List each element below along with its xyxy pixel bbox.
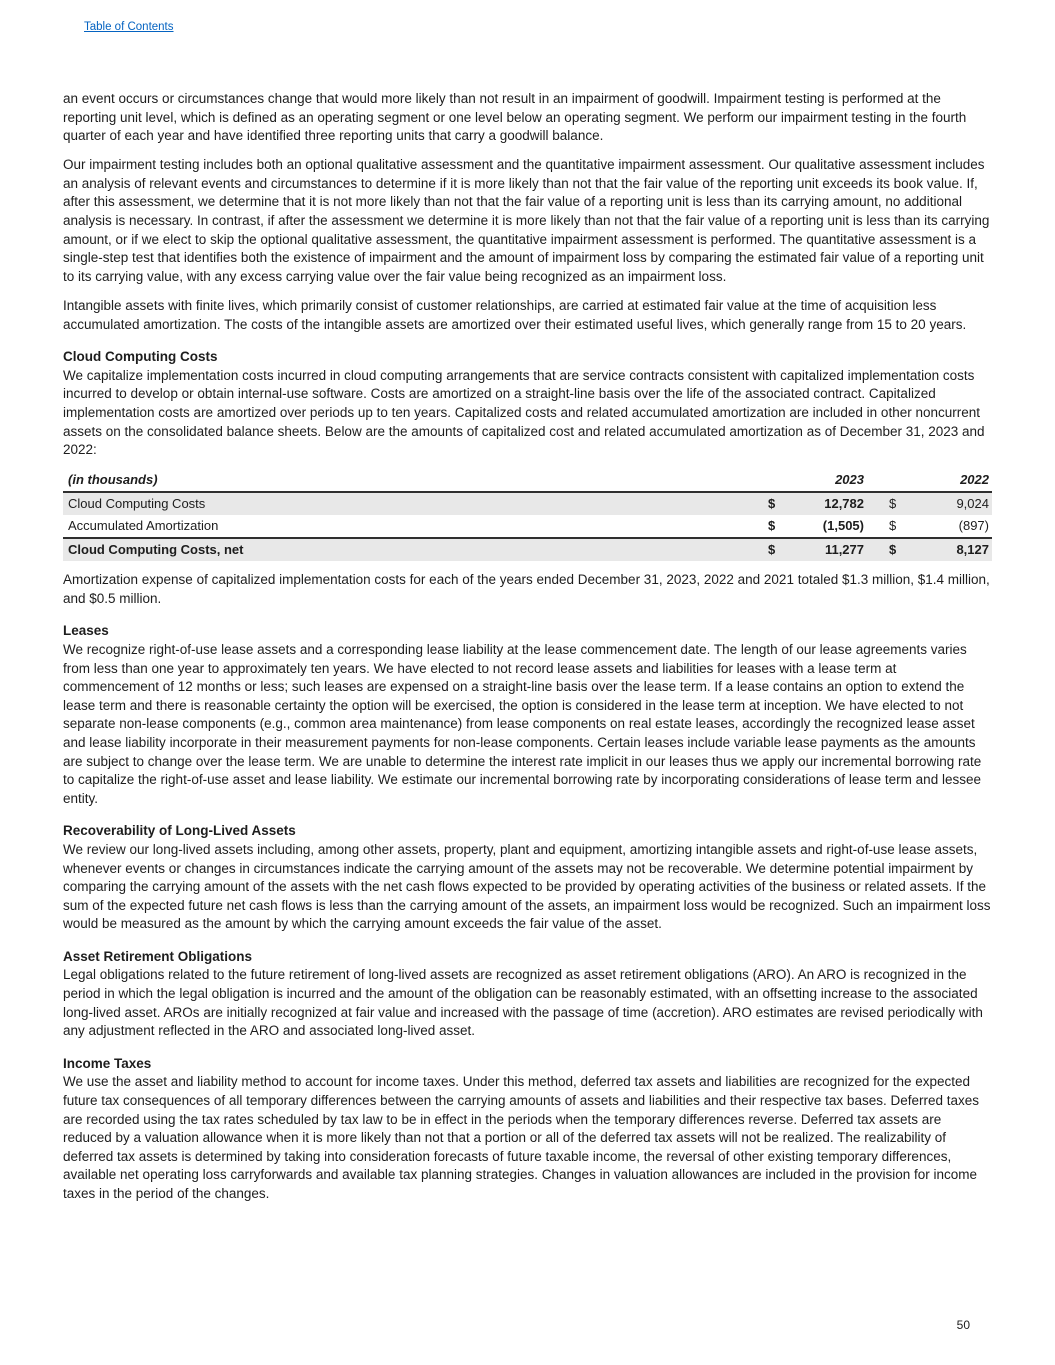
currency-symbol: $ bbox=[889, 541, 897, 557]
table-column-header-2022: 2022 bbox=[960, 472, 989, 488]
section-income-taxes bbox=[63, 1055, 992, 1204]
paragraph-recoverability: We review our long-lived assets including, among other assets, property, plant and equipment, amortizing intangible assets and right-of-use lease assets, whenever events or changes in circumstances indicate the carrying amount of the assets may not be recoverable. We determine potential impairment by comparing the carrying amount of the assets with the net cash flows expected to be provided by operating activities of the business or related assets. If the sum of the expected future net cash flows is less than the carrying amount of the assets, an impairment loss would be recognized. Such an impairment loss would be measured as the amount by which the carrying amount exceeds the fair value of the asset. bbox=[63, 841, 991, 932]
currency-symbol: $ bbox=[768, 541, 776, 557]
heading-recoverability: Recoverability of Long-Lived Assets bbox=[63, 823, 296, 839]
paragraph-cloud-computing-costs: We capitalize implementation costs incurred in cloud computing arrangements that are service contracts consistent with capitalized implementation costs incurred to develop or obtain internal-use software. Costs are amortized on a straight-line basis over the life of the associated contract. Capitalized implementation costs are amortized over periods up to ten years. Capitalized costs and related accumulated amortization are included in other noncurrent assets on the consolidated balance sheets. Below are the amounts of capitalized cost and related accumulated amortization as of December 31, 2023 and 2022: bbox=[63, 367, 985, 458]
heading-income-taxes: Income Taxes bbox=[63, 1055, 152, 1071]
row-label: Cloud Computing Costs, net bbox=[68, 541, 244, 557]
heading-asset-retirement-obligations: Asset Retirement Obligations bbox=[63, 948, 253, 964]
paragraph-goodwill-continuation: an event occurs or circumstances change that would more likely than not result in an impairment of goodwill. Impairment testing is performed at the reporting unit level, which is defined as an operating segment or one level below an operating segment. We perform our impairment testing in the fourth quarter of each year and have identified three reporting units that carry a goodwill balance. bbox=[63, 91, 967, 144]
table-row bbox=[63, 493, 992, 515]
value-2023: (1,505) bbox=[822, 517, 864, 533]
section-recoverability bbox=[63, 822, 992, 934]
cloud-computing-costs-table bbox=[63, 470, 992, 561]
table-column-header-2023: 2023 bbox=[835, 472, 864, 488]
paragraph-leases: We recognize right-of-use lease assets and a corresponding lease liability at the lease commencement date. The length of our lease agreements varies from less than one year to approximately ten years. We have elected to not record lease assets and liabilities for leases with a lease term at commencement of 12 months or less; such leases are expensed on a straight-line basis over the lease term. If a lease contains an option to extend the lease term and there is reasonable certainty the option will be exercised, the option is considered in the lease term at inception. We have elected to not separate non-lease components (e.g., common area maintenance) from lease components on real estate leases, accordingly the recognized lease asset and lease liability incorporate in their measurement payments for non-lease components. Certain leases include variable lease payments as the amounts are subject to change over the lease term. We are unable to determine the interest rate implicit in our leases thus we apply our incremental borrowing rate to capitalize the right-of-use asset and lease liability. We estimate our incremental borrowing rate by incorporating considerations of lease term and lessee entity. bbox=[63, 641, 982, 806]
currency-symbol: $ bbox=[768, 517, 776, 533]
value-2022: 8,127 bbox=[956, 541, 989, 557]
paragraph-asset-retirement-obligations: Legal obligations related to the future retirement of long-lived assets are recognized as asset retirement obligations (ARO). An ARO is recognized in the period in which the legal obligation is incurred and the amount of the obligation can be reasonably estimated, with an offsetting increase to the associated long-lived asset. AROs are initially recognized at fair value and increased with the passage of time (accretion). ARO estimates are revised periodically with any adjustment reflected in the ARO and associated long-lived asset. bbox=[63, 967, 983, 1039]
value-2023: 12,782 bbox=[824, 495, 864, 511]
table-total-row bbox=[63, 537, 992, 561]
page-number: 50 bbox=[956, 1318, 970, 1332]
row-label: Cloud Computing Costs bbox=[68, 495, 206, 511]
paragraph-impairment-testing: Our impairment testing includes both an optional qualitative assessment and the quantitative impairment assessment. Our qualitative assessment includes an analysis of relevant events and circumstances to determine if it is more likely than not that the fair value of the reporting unit exceeds its book value. If, after this assessment, we determine that it is not more likely than not that the fair value of a reporting unit is less than its carrying amount, no additional analysis is necessary. In contrast, if after the assessment we determine it is more likely than not that the fair value of a reporting unit is less than its carrying amount, or if we elect to skip the optional qualitative assessment, the quantitative impairment assessment is performed. The quantitative assessment is a single-step test that identifies both the existence of impairment and the amount of impairment loss by comparing the estimated fair value of a reporting unit to its carrying value, with any excess carrying value over the fair value being recognized as an impairment loss. bbox=[63, 157, 990, 284]
paragraph-income-taxes: We use the asset and liability method to account for income taxes. Under this method, deferred tax assets and liabilities are recognized for the expected future tax consequences of all temporary differences between the carrying amounts of assets and liabilities and their respective tax bases. Deferred taxes are recorded using the tax rates scheduled by tax law to be in effect in the periods when the temporary differences reverse. Deferred tax assets are reduced by a valuation allowance when it is more likely than not that a portion or all of the deferred tax assets will not be realized. The realizability of deferred tax assets is determined by taking into consideration forecasts of future taxable income, the reversal of other existing temporary differences, available net operating loss carryforwards and available tax planning strategies. Changes in valuation allowances are included in the provision for income taxes in the period of the changes. bbox=[63, 1074, 979, 1201]
row-label: Accumulated Amortization bbox=[68, 517, 219, 533]
value-2022: 9,024 bbox=[956, 495, 989, 511]
heading-leases: Leases bbox=[63, 623, 109, 639]
paragraph-intangible-assets: Intangible assets with finite lives, which primarily consist of customer relationships, are carried at estimated fair value at the time of acquisition less accumulated amortization. The costs of the intangible assets are amortized over their estimated useful lives, which generally range from 15 to 20 years. bbox=[63, 297, 967, 332]
table-of-contents-link[interactable]: Table of Contents bbox=[84, 21, 174, 33]
table-row bbox=[63, 515, 992, 537]
value-2023: 11,277 bbox=[824, 541, 864, 557]
currency-symbol: $ bbox=[889, 517, 897, 533]
section-cloud-computing-costs bbox=[63, 348, 992, 460]
table-header-row bbox=[63, 470, 992, 493]
value-2022: (897) bbox=[958, 517, 989, 533]
currency-symbol: $ bbox=[889, 495, 897, 511]
heading-cloud-computing-costs: Cloud Computing Costs bbox=[63, 349, 218, 365]
section-asset-retirement-obligations bbox=[63, 948, 992, 1041]
currency-symbol: $ bbox=[768, 495, 776, 511]
table-unit-label: (in thousands) bbox=[68, 472, 158, 488]
section-leases bbox=[63, 622, 992, 808]
document-body bbox=[63, 90, 992, 1214]
paragraph-amortization-expense: Amortization expense of capitalized implementation costs for each of the years ended December 31, 2023, 2022 and 2021 totaled $1.3 million, $1.4 million, and $0.5 million. bbox=[63, 572, 990, 606]
